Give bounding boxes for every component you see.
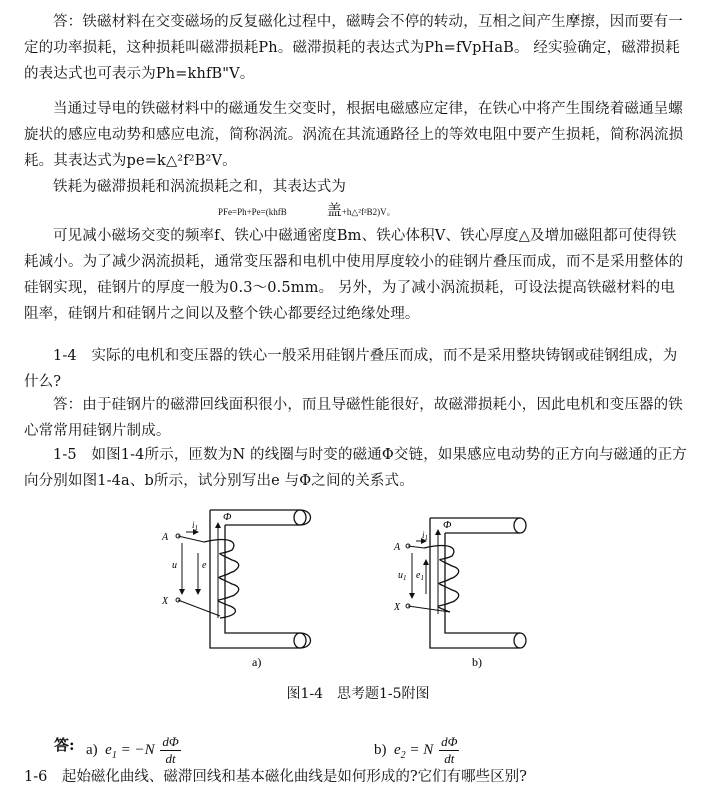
paragraph-hysteresis-answer: 答：铁磁材料在交变磁场的反复磁化过程中，磁畴会不停的转动，互相之间产生摩擦，因而要有一定的功率损耗，这种损耗叫磁滞损耗Ph。磁滞损耗的表达式为Ph=fVpHaB。 经实验确定，磁滞损耗的表达式也可表示为Ph=khfB"V。 [24, 14, 683, 82]
paragraph-eddy-current: 当通过导电的铁磁材料中的磁通发生交变时，根据电磁感应定律，在铁心中将产生围绕着磁通呈螺旋状的感应电动势和感应电流，简称涡流。涡流在其流通路径上的等效电阻中要产生损耗，简称涡流损耗。其表达式为pe=k△²f²B²V。 [24, 101, 684, 169]
answer-label: 答: [54, 736, 75, 754]
figure-a-i-label: $i_1$ [192, 520, 199, 532]
answer-a-eq: = −N [116, 741, 155, 758]
figure-a-phi-label: Φ [223, 511, 232, 523]
answer-1-4: 答：由于硅钢片的磁滞回线面积很小，而且导磁性能很好，故磁滞损耗小，因此电机和变压器的铁心常常用硅钢片制成。 [24, 397, 683, 439]
figure-b-u-label: $u_1$ [398, 570, 407, 582]
formula-big-glyph: 盖 [326, 203, 342, 219]
answer-a-sub: 1 [111, 749, 117, 761]
question-1-6: 1-6 起始磁化曲线、磁滞回线和基本磁化曲线是如何形成的?它们有哪些区别? [24, 769, 527, 785]
figure-b-coil [424, 546, 459, 612]
figure-b-e-label: $e_1$ [416, 570, 424, 582]
answer-a-frac-num: dΦ [162, 734, 179, 749]
figure-a-lead-top [178, 536, 204, 542]
figure-a-coil [204, 540, 239, 618]
figure-b-core [430, 518, 526, 648]
figure-a-core [210, 510, 311, 648]
answer-b-eq: = N [405, 741, 434, 758]
answer-b-lhs: e [394, 741, 401, 758]
answer-a-lhs: e [105, 741, 112, 758]
figure-1-4 [160, 498, 560, 676]
figure-a-X-label: X [162, 596, 169, 607]
figure-a-label: a) [252, 655, 262, 669]
figure-a-e-label: e [202, 560, 207, 571]
question-1-5: 1-5 如图1-4所示，匝数为N 的线圈与时变的磁通Φ交链，如果感应电动势的正方向与磁通的正方向分别如图1-4a、b所示，试分别写出e 与Φ之间的关系式。 [24, 447, 687, 489]
answer-a-prefix: a) [86, 741, 98, 758]
figure-a-A-label: A [162, 532, 169, 543]
paragraph-reduce-loss: 可见减小磁场交变的频率f、铁心中磁通密度Bm、铁心体积V、铁心厚度△及增加磁阻都可使得铁耗减小。为了减少涡流损耗，通常变压器和电机中使用厚度较小的硅钢片叠压而成，而不是采用整体的硅钢实现，硅钢片的厚度一般为0.3～0.5mm。 另外，为了减小涡流损耗，可设法提高铁磁材料的电阻率，硅钢片和硅钢片之间以及整个铁心都要经过绝缘处理。 [24, 228, 684, 322]
answer-1-5 [54, 725, 674, 765]
figure-b-X-label: X [394, 602, 401, 613]
answer-b [374, 734, 459, 767]
answer-a [86, 734, 181, 767]
answer-a-fraction [160, 734, 180, 767]
paragraph-iron-loss-intro: 铁耗为磁滞损耗和涡流损耗之和，其表达式为 [53, 179, 346, 195]
figure-a-lead-bottom [178, 600, 220, 616]
figure-a-u-label: u [172, 560, 177, 571]
figure-caption: 图1-4 思考题1-5附图 [286, 686, 430, 702]
answer-a-frac-den: dt [165, 751, 176, 766]
question-1-4: 1-4 实际的电机和变压器的铁心一般采用硅钢片叠压而成，而不是采用整块铸钢或硅钢组成，为什么? [24, 348, 678, 390]
figure-b-phi-label: Φ [443, 519, 452, 531]
formula-left: PFe=Ph+Pe=(khfB [218, 207, 287, 217]
formula-right: +h△²f²B2)V。 [341, 207, 396, 217]
answer-b-frac-den: dt [444, 751, 455, 766]
answer-b-frac-num: dΦ [441, 734, 458, 749]
answer-b-prefix: b) [374, 741, 387, 758]
figure-b-i-label: $i_1$ [422, 530, 429, 542]
answer-b-sub: 2 [400, 749, 406, 761]
figure-b-A-label: A [394, 542, 401, 553]
answer-b-fraction [439, 734, 459, 767]
iron-loss-formula [218, 199, 396, 220]
figure-b-label: b) [472, 655, 482, 669]
